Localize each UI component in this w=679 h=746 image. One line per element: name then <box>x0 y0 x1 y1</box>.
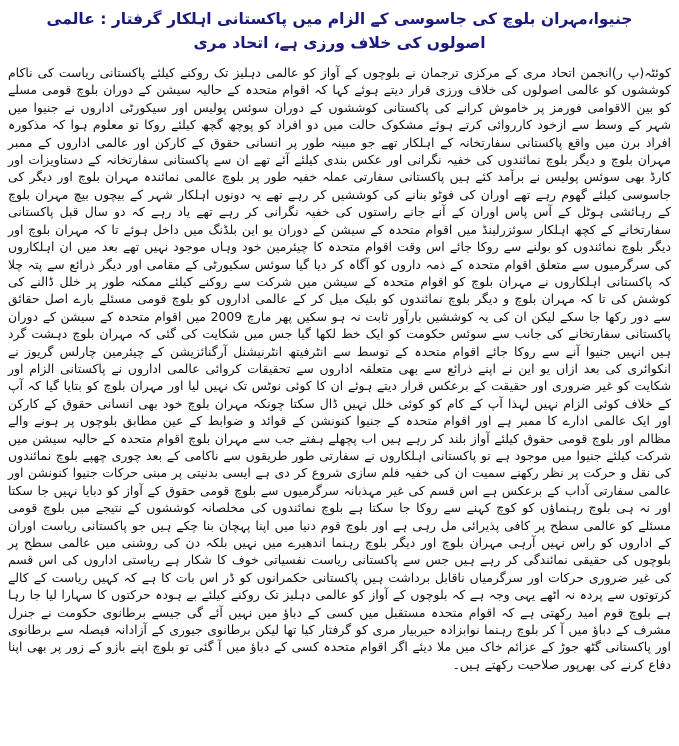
article-body: کوئٹہ(پ ر)انجمن اتحاد مری کے مرکزی ترجمان نے بلوچوں کے آواز کو عالمی دہلیز تک روکنے کیلئے پاکستانی ریاست کی ناکام کوششوں کو عالمی اصولوں کی خلاف ورزی قرار دیتے ہوئے کہا کہ اقوام متحدہ کے حالیہ سیشن کے دوران بلوچ قومی مسلے کو بین الاقوامی فورمز پر خاموش کرانے کی پاکستانی کوششوں کے دوران سوئس پولیس اور سیکورٹی اداروں نے جنیوا میں شہر کے وسط سے ازخود کارروائی کرتے ہوئے مشکوک حالت میں دو افراد کو پوچھ گچھ کیلئے روکا تو معلوم ہوا کہ مذکورہ افراد برن میں واقع پاکستانی سفارتخانہ کے اہلکار تھے جو مبینہ طور پر انسانی حقوق کے کارکن اور عالمی اداروں کے ممبر مہران بلوچ و دیگر بلوچ نمائندوں کی خفیہ نگرانی اور عکس بندی کیلئے آئے تھے ان سے پاکستانی سفارتخانہ کے دستاویزات اور کارڈ بھی سوئس پولیس نے برآمد کئے ہیں پاکستانی سفارتی عملہ خفیہ طور پر بلوچ عالمی نمائندہ مہران بلوچ اور دیگر کی جاسوسی کیلئے گھوم رہے تھے اوران کی فوٹو بنانے کی کوششیں کر رہے تھے یہ دونوں اہلکار شہر کے بیچوں بیچ مہران بلوچ کے رہائشی ہوٹل کے آس پاس اوران کے آنے جانے راستوں کی خفیہ نگرانی کر رہے تھے یاد رہے کہ دو سال قبل پاکستانی سفارتخانے کے کچھ اہلکار سوئزرلینڈ میں اقوام متحدہ کے سیشن کے دوران یو این بلڈنگ میں داخل ہوئے تا کہ مہران بلوچ اور دیگر بلوچ نمائندوں کو بولنے سے روکا جائے اس وقت اقوام متحدہ کا چیئرمین خود وہاں موجود نہیں تھے بعد میں ان اہلکاروں کی سرگرمیوں سے متعلق اقوام متحدہ کے ذمہ داروں کو آگاہ کر دیا گیا سوئس سکیورٹی کے مقامی اور دیگر ذرائع سے پتہ چلا کہ پاکستانی اہلکاروں نے مہران بلوچ کو اقوام متحدہ کے سیشن میں شرکت سے روکنے کیلئے ممکنہ طور پر خلل ڈالنے کی کوشش کی تا کہ مہران بلوچ و دیگر بلوچ نمائندوں کو بلیک میل کر کے عالمی اداروں کو بلوچ قومی مسئلے بارے اصل حقائق سے دور رکھا جا سکے لیکن ان کی یہ کوششیں بارآور ثابت نہ ہو سکیں پھر مارچ 2009 میں اقوام متحدہ کے سیشن کے دوران پاکستانی سفارتخانے کی جانب سے سوئس حکومت کو ایک خط لکھا گیا جس میں شکایت کی گئی کہ مہران بلوچ دہشت گرد ہیں انہیں جنیوا آنے سے روکا جائے اقوام متحدہ کے توسط سے انٹرفیتھ انٹرنیشنل آرگنائزیشن کے چیئرمین چارلس گریوز نے انکوائری کی بعد ازاں یو این نے اپنے ذرائع سے بھی متعلقہ اداروں سے تحقیقات کروائی عالمی اداروں نے پاکستانی الزام اور شکایت کو غیر ضروری اور حقیقت کے برعکس قرار دیتے ہوئے ان کا کوئی نوٹس تک نہیں لیا اور مہران بلوچ کو بتایا گیا کہ آپ کے خلاف کوئی الزام نہیں لہذا آپ کے کام کو کوئی خلل نہیں ڈال سکتا چونکہ مہران بلوچ خود بھی انسانی حقوق کے کارکن اور ایک عالمی ادارے کا ممبر ہے اور اقوام متحدہ کے جنیوا کنونشن کے قوائد و ضوابط کے عین مطابق بلوچوں پر ہونے والے مظالم اور بلوچ قومی حقوق کیلئے آواز بلند کر رہے ہیں اب پچھلے ہفتے جب سے مہران بلوچ اقوام متحدہ کے حالیہ سیشن میں شرکت کیلئے جنیوا میں موجود ہے تو پاکستانی اہلکاروں نے سفارتی طور طریقوں سے ناکامی کے بعد چوری چھپے بلوچ نمائندوں کی نقل و حرکت پر نظر رکھنے سمیت ان کی خفیہ فلم سازی شروع کر دی ہے ایسی بدنیتی پر مبنی حرکات جنیوا کنونشن اور عالمی سفارتی آداب کے برعکس ہے اس قسم کی غیر مہذبانہ سرگرمیوں سے بلوچ قومی حقوق کے آواز کو دبایا نہیں جا سکتا اور نہ ہی بلوچ رہنماؤں کو کوچ کہنے سے روکا جا سکتا ہے بلوچ نمائندوں کی مخلصانہ کوششوں کے نتیجے میں بلوچ قومی مسئلے کو عالمی سطح پر کافی پذیرائی مل رہی ہے اور بلوچ قوم دنیا میں اپنا پہچان بنا چکے ہیں جو پاکستانی ریاست اوران کے اداروں کو راس نہیں آرہی مہران بلوچ اور دیگر بلوچ رہنما اندھیرے میں نہیں بلکہ دن کی روشنی میں عالمی سطح پر بلوچوں کی حقیقی نمائندگی کر رہے ہیں جس سے پاکستانی ریاست نفسیاتی خوف کا شکار ہے ریاستی اداروں کی اس قسم کی غیر ضروری حرکات اور سرگرمیاں ناقابل برداشت ہیں پاکستانی حکمرانوں کو ڈر اس بات کا ہے کہ کہیں ریاست کے کالے کرتوتوں سے پردہ نہ اٹھے یہی وجہ ہے کہ بلوچوں کے آواز کو عالمی دہلیز تک روکنے کیلئے بے ہودہ حرکتوں کا سہارا لیا جا رہا ہے بلوچ قوم امید رکھتی ہے کہ اقوام متحدہ مستقبل میں کسی کے دباؤ میں نہیں آئے گی جیسے برطانوی حکومت نے جنرل مشرف کے دباؤ میں آ کر بلوچ رہنما نوابزادہ حیربیار مری کو گرفتار کیا تھا لیکن برطانوی جیوری کے آزادانہ فیصلہ سے برطانوی اور پاکستانی گٹھ جوڑ کے عزائم خاک میں ملا دیئے اگر اقوام متحدہ کسی کے دباؤ میں آ گئی تو بلوچ اپنے بازو کے زور پر بھی اپنا دفاع کرنے کی بھرپور صلاحیت رکھتے ہیں۔ <box>8 65 671 672</box>
article-headline: جنیوا،مہران بلوچ کی جاسوسی کے الزام میں پاکستانی اہلکار گرفتار : عالمی اصولوں کی خلاف ورزی ہے، اتحاد مری <box>46 10 633 53</box>
